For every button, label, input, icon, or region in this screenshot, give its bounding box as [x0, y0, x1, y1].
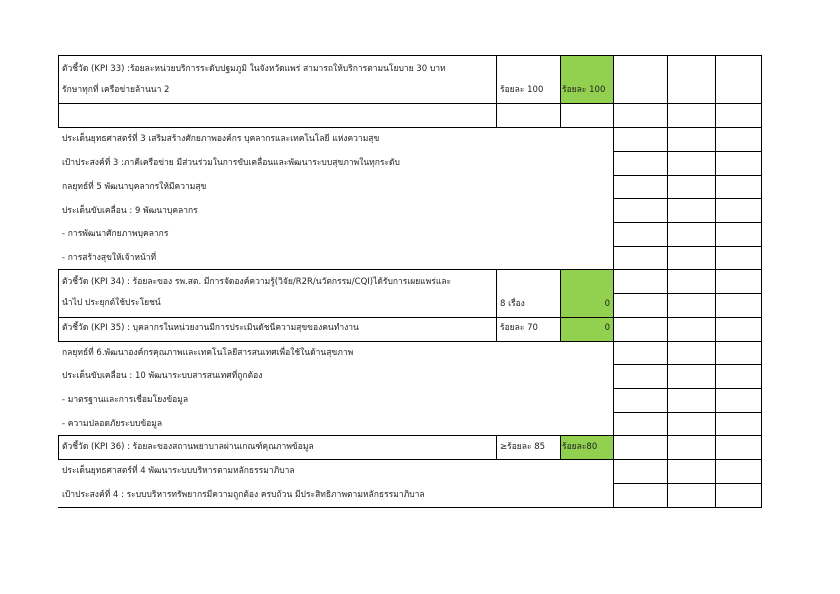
hline-kpi35-bottom [58, 341, 762, 342]
kpi35-result: 0 [604, 323, 610, 333]
result-col-line-1 [560, 55, 561, 127]
hline-right-483 [613, 483, 762, 484]
hline-right-175 [613, 175, 762, 176]
hline-kpi34-top [58, 269, 762, 270]
result-col-line-2 [560, 269, 561, 341]
issue-9-sub-a: - การพัฒนาศักยภาพบุคลากร [62, 229, 169, 239]
kpi34-result: 0 [604, 299, 610, 309]
kpi36-result: ร้อยละ80 [562, 442, 598, 452]
hline-kpi35-top [58, 317, 762, 318]
col-divider-4 [715, 55, 716, 508]
table-border-left-3 [58, 435, 59, 459]
table-border-right [761, 55, 762, 508]
kpi34-title-line2: นำไป ประยุกต์ใช้ประโยชน์ [62, 298, 161, 308]
kpi33-title-line2: รักษาทุกที่ เครือข่ายล้านนา 2 [62, 85, 170, 95]
hline-right-364 [613, 364, 762, 365]
table-border-left-1 [58, 55, 59, 127]
goal-4-label: เป้าประสงค์ที่ 4 : ระบบบริหารทรัพยากรมีความถูกต้อง ครบถ้วน มีประสิทธิภาพตามหลักธรรมาภิบาล [62, 490, 425, 500]
strategy-5-label: กลยุทธ์ที่ 5 พัฒนาบุคลากรให้มีความสุข [62, 182, 207, 192]
target-col-line-2 [496, 269, 497, 341]
issue-10-sub-b: - ความปลอดภัยระบบข้อมูล [62, 419, 163, 429]
kpi33-title-line1: ตัวชี้วัด (KPI 33) :ร้อยละหน่วยบริการระดับปฐมภูมิ ในจังหวัดแพร่ สามารถให้บริการตามนโยบาย 30 บาท [62, 64, 446, 74]
target-col-line-1 [496, 55, 497, 127]
kpi35-title: ตัวชี้วัด (KPI 35) : บุคลากรในหน่วยงานมีการประเมินดัชนีความสุขของคนทำงาน [62, 323, 359, 333]
issue-9-sub-b: - การสร้างสุขให้เจ้าหน้าที่ [62, 253, 157, 263]
result-col-line-3 [560, 435, 561, 459]
hline-right-388 [613, 388, 762, 389]
hline-empty-bottom [58, 127, 762, 128]
hline-table-bottom [58, 507, 762, 508]
hline-right-151 [613, 151, 762, 152]
hline-kpi36-top [58, 435, 762, 436]
hline-top [58, 55, 762, 56]
kpi35-target: ร้อยละ 70 [500, 323, 538, 333]
kpi34-target: 8 เรื่อง [500, 299, 525, 309]
hline-right-222 [613, 222, 762, 223]
hline-kpi36-bottom [58, 459, 762, 460]
kpi33-result: ร้อยละ 100 [562, 85, 606, 95]
kpi33-target: ร้อยละ 100 [500, 85, 544, 95]
hline-right-293 [613, 293, 762, 294]
target-col-line-3 [496, 435, 497, 459]
hline-right-412 [613, 412, 762, 413]
hline-kpi33-bottom [58, 103, 762, 104]
issue-9-label: ประเด็นขับเคลื่อน : 9 พัฒนาบุคลากร [62, 206, 198, 216]
kpi34-title-line1: ตัวชี้วัด (KPI 34) : ร้อยละของ รพ.สต. มีการจัดองค์ความรู้(วิจัย/R2R/นวัตกรรม/CQI)ได้รับการเผยแพร่และ [62, 277, 452, 287]
col-divider-3 [667, 55, 668, 508]
strategy-6-label: กลยุทธ์ที่ 6.พัฒนาองค์กรคุณภาพและเทคโนโลยีสารสนเทศเพื่อใช้ในด้านสุขภาพ [62, 348, 354, 358]
hline-right-246 [613, 246, 762, 247]
col-divider-2 [613, 55, 614, 508]
strategy-3-label: ประเด็นยุทธศาสตร์ที่ 3 เสริมสร้างศักยภาพองค์กร บุคลากรและเทคโนโลยี แห่งความสุข [62, 134, 380, 144]
issue-10-sub-a: - มาตรฐานและการเชื่อมโยงข้อมูล [62, 395, 189, 405]
kpi36-title: ตัวชี้วัด (KPI 36) : ร้อยละของสถานพยาบาลผ่านเกณฑ์คุณภาพข้อมูล [62, 442, 314, 452]
strategy-4-label: ประเด็นยุทธศาสตร์ที่ 4 พัฒนาระบบบริหารตามหลักธรรมาภิบาล [62, 466, 295, 476]
kpi36-target: ≥ร้อยละ 85 [500, 442, 546, 452]
goal-3-label: เป้าประสงค์ที่ 3 :ภาคีเครือข่าย มีส่วนร่วมในการขับเคลื่อนและพัฒนาระบบสุขภาพในทุกระดับ [62, 158, 400, 168]
issue-10-label: ประเด็นขับเคลื่อน : 10 พัฒนาระบบสารสนเทศที่ถูกต้อง [62, 371, 263, 381]
hline-right-198 [613, 198, 762, 199]
table-border-left-2 [58, 269, 59, 341]
